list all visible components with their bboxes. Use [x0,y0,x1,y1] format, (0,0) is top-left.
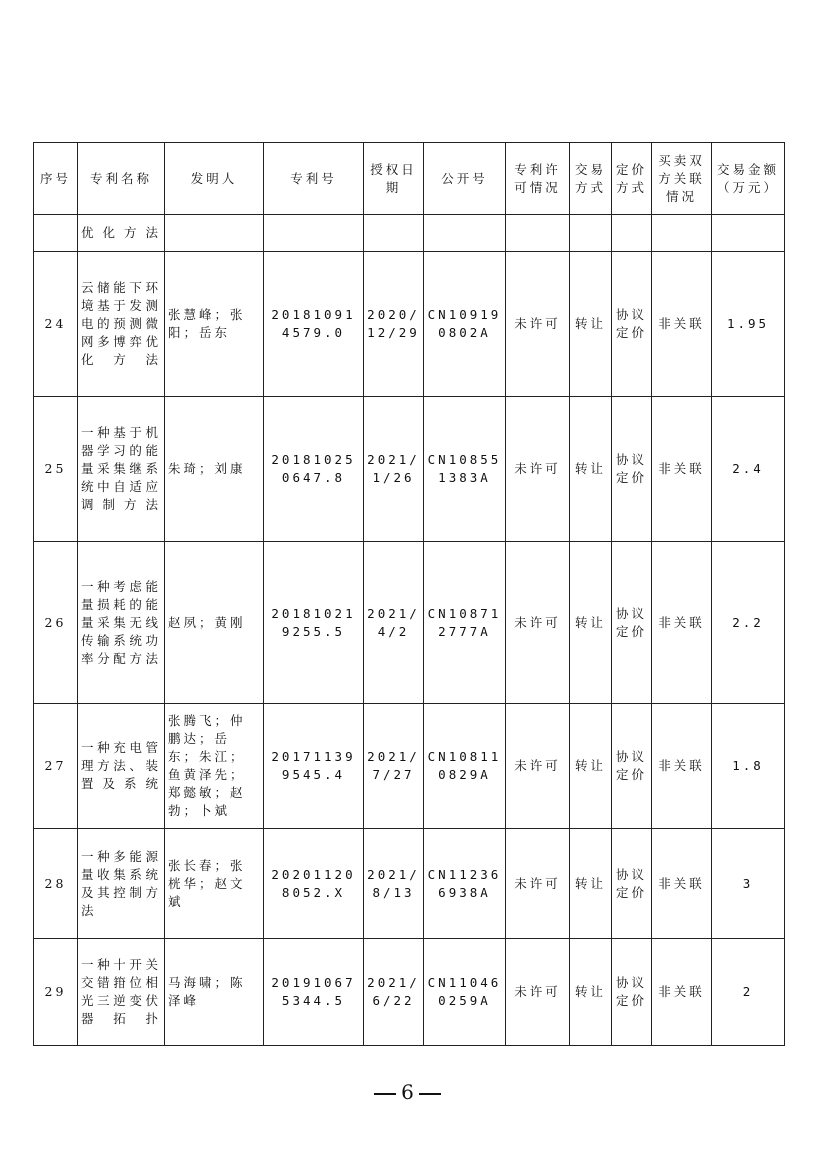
table-header-row [34,143,785,215]
cell-license: 未许可 [506,829,570,939]
cell-inventor: 赵夙；黄刚 [165,542,264,704]
cell-empty [264,215,364,252]
cell-pub-no: CN108110829A [424,704,506,829]
cell-grant-date: 2021/1/26 [364,397,424,542]
cell-license: 未许可 [506,704,570,829]
cell-pub-no: CN112366938A [424,829,506,939]
header-patent-no: 专利号 [264,143,364,215]
cell-name: 一种十开关交错箝位相光三逆变伏器拓扑 [78,939,165,1046]
cell-trade-mode: 转让 [570,252,612,397]
cell-name: 一种考虑能量损耗的能量采集无线传输系统功率分配方法 [78,542,165,704]
cell-inventor: 朱琦；刘康 [165,397,264,542]
cell-grant-date: 2021/4/2 [364,542,424,704]
cell-inventor: 马海啸；陈泽峰 [165,939,264,1046]
table-row [34,939,785,1046]
page-number: 6 [401,1080,414,1104]
cell-trade-mode: 转让 [570,829,612,939]
table-row [34,397,785,542]
table-row [34,252,785,397]
cell-seq: 26 [34,542,78,704]
cell-amount: 2.4 [712,397,785,542]
cell-trade-mode: 转让 [570,397,612,542]
header-amount: 交易金额（万元） [712,143,785,215]
cell-related: 非关联 [652,939,712,1046]
cell-pricing: 协议定价 [612,704,652,829]
header-name: 专利名称 [78,143,165,215]
cell-grant-date: 2021/6/22 [364,939,424,1046]
cell-empty [652,215,712,252]
cell-related: 非关联 [652,397,712,542]
cell-seq: 28 [34,829,78,939]
cell-empty [165,215,264,252]
cell-pricing: 协议定价 [612,252,652,397]
cell-trade-mode: 转让 [570,704,612,829]
cell-pricing: 协议定价 [612,939,652,1046]
cell-empty [506,215,570,252]
cell-name: 云储能下环境基于发测电的预测微网多博弈优化方法 [78,252,165,397]
cell-name: 一种多能源量收集系统及其控制方法 [78,829,165,939]
cell-seq: 25 [34,397,78,542]
cell-patent-no: 202011208052.X [264,829,364,939]
cell-empty [34,215,78,252]
cell-inventor: 张长春；张桄华；赵文斌 [165,829,264,939]
cell-grant-date: 2021/7/27 [364,704,424,829]
cell-name: 优化方法 [78,215,165,252]
cell-patent-no: 201910675344.5 [264,939,364,1046]
cell-patent-no: 201711399545.4 [264,704,364,829]
header-grant-date: 授权日期 [364,143,424,215]
cell-empty [424,215,506,252]
cell-pub-no: CN108551383A [424,397,506,542]
table-row [34,542,785,704]
table-row [34,704,785,829]
cell-pub-no: CN108712777A [424,542,506,704]
table-row-continued [34,215,785,252]
cell-related: 非关联 [652,252,712,397]
cell-seq: 29 [34,939,78,1046]
cell-trade-mode: 转让 [570,542,612,704]
cell-empty [712,215,785,252]
cell-amount: 1.8 [712,704,785,829]
header-trade-mode: 交易方式 [570,143,612,215]
cell-amount: 1.95 [712,252,785,397]
cell-license: 未许可 [506,542,570,704]
patent-table [33,142,785,1046]
cell-pub-no: CN110460259A [424,939,506,1046]
header-inventor: 发明人 [165,143,264,215]
cell-empty [570,215,612,252]
table-row [34,829,785,939]
footer-dash-left [374,1093,396,1095]
cell-amount: 3 [712,829,785,939]
cell-license: 未许可 [506,252,570,397]
cell-related: 非关联 [652,542,712,704]
cell-grant-date: 2021/8/13 [364,829,424,939]
cell-license: 未许可 [506,397,570,542]
cell-empty [612,215,652,252]
page-footer [0,1080,815,1104]
header-pricing: 定价方式 [612,143,652,215]
header-seq: 序号 [34,143,78,215]
cell-amount: 2.2 [712,542,785,704]
header-related: 买卖双方关联情况 [652,143,712,215]
cell-trade-mode: 转让 [570,939,612,1046]
header-pub-no: 公开号 [424,143,506,215]
cell-inventor: 张腾飞；仲鹏达；岳东；朱江；鱼黄泽先；郑懿敏；赵勃；卜斌 [165,704,264,829]
cell-empty [364,215,424,252]
cell-inventor: 张慧峰；张阳；岳东 [165,252,264,397]
cell-pricing: 协议定价 [612,829,652,939]
cell-name: 一种充电管理方法、装置及系统 [78,704,165,829]
cell-patent-no: 201810219255.5 [264,542,364,704]
cell-amount: 2 [712,939,785,1046]
cell-related: 非关联 [652,704,712,829]
cell-pub-no: CN109190802A [424,252,506,397]
cell-pricing: 协议定价 [612,397,652,542]
cell-pricing: 协议定价 [612,542,652,704]
cell-name: 一种基于机器学习的能量采集继系统中自适应调制方法 [78,397,165,542]
cell-grant-date: 2020/12/29 [364,252,424,397]
footer-dash-right [419,1093,441,1095]
cell-patent-no: 201810914579.0 [264,252,364,397]
cell-patent-no: 201810250647.8 [264,397,364,542]
header-license: 专利许可情况 [506,143,570,215]
cell-seq: 24 [34,252,78,397]
cell-license: 未许可 [506,939,570,1046]
cell-seq: 27 [34,704,78,829]
cell-related: 非关联 [652,829,712,939]
